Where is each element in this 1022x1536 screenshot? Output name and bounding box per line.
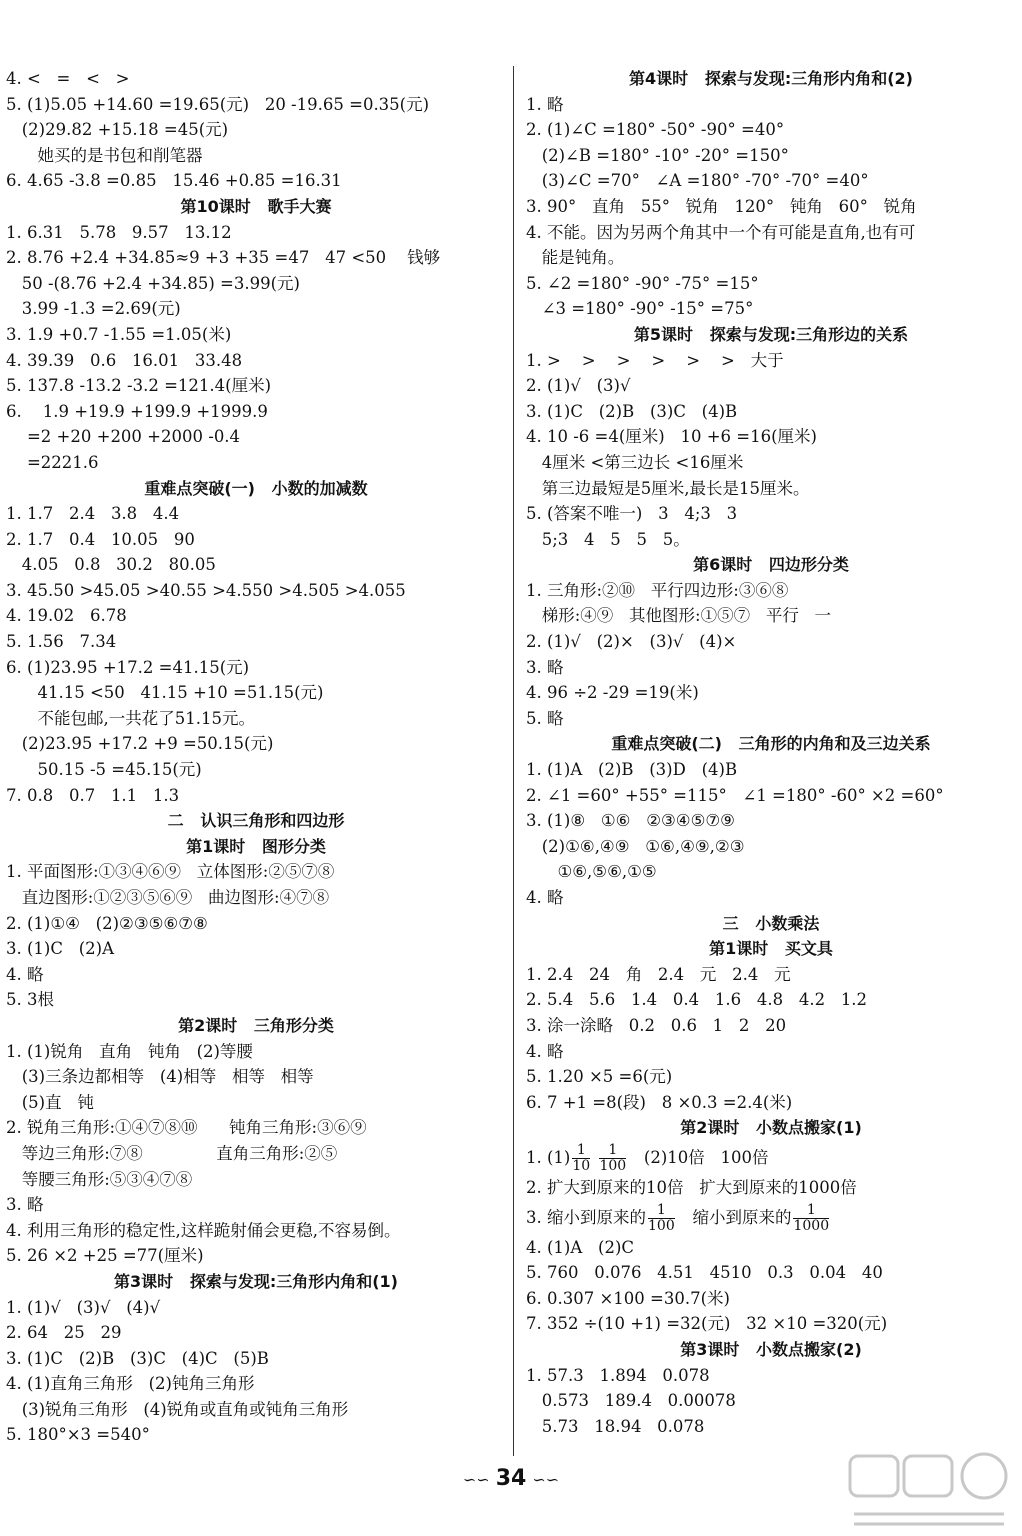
section-heading: 第3课时 探索与发现:三角形内角和(1) <box>113 1271 398 1291</box>
answer-line: 1. (1)锐角 直角 钝角 (2)等腰 <box>6 1041 253 1061</box>
answer-line: (2)23.95 +17.2 +9 =50.15(元) <box>6 734 274 754</box>
answer-line: 2. (1)①④ (2)②③⑤⑥⑦⑧ <box>6 913 208 933</box>
section-heading: 第6课时 四边形分类 <box>693 555 849 575</box>
answer-line: 5. 180°×3 =540° <box>6 1425 150 1445</box>
answer-line: 2. 扩大到原来的10倍 扩大到原来的1000倍 <box>526 1177 857 1197</box>
answer-line: 4. < = < > <box>6 69 130 88</box>
answer-line: 1. 57.3 1.894 0.078 <box>526 1365 710 1385</box>
answer-line: 3. (1)C (2)B (3)C (4)C (5)B <box>6 1348 269 1368</box>
answer-line: 3. 涂一涂略 0.2 0.6 1 2 20 <box>526 1015 787 1035</box>
answer-line: 5. 1.20 ×5 =6(元) <box>526 1067 673 1087</box>
answer-line: 1. 平面图形:①③④⑥⑨ 立体图形:②⑤⑦⑧ <box>6 862 335 882</box>
answer-line: ∠3 =180° -90° -15° =75° <box>526 299 754 319</box>
answer-line: 7. 0.8 0.7 1.1 1.3 <box>6 785 180 805</box>
answer-line: 5;3 4 5 5 5。 <box>526 529 690 549</box>
right-column-top <box>526 66 1016 1141</box>
answer-line: 等腰三角形:⑤③④⑦⑧ <box>6 1169 193 1189</box>
answer-line: 5. ∠2 =180° -90° -75° =15° <box>526 273 759 293</box>
answer-line: 5. (答案不唯一) 3 4;3 3 <box>526 504 738 524</box>
answer-line: 4. 略 <box>6 964 44 984</box>
answer-line: 4. (1)直角三角形 (2)钝角三角形 <box>6 1374 255 1394</box>
section-heading: 第3课时 小数点搬家(2) <box>680 1339 862 1359</box>
answer-line: 4. 39.39 0.6 16.01 33.48 <box>6 350 243 370</box>
section-heading: 第2课时 小数点搬家(1) <box>680 1118 862 1138</box>
section-heading: 第10课时 歌手大赛 <box>180 196 332 216</box>
right-column-bottom <box>526 1235 1016 1440</box>
frac-line-1: 1. (1) $\frac{1}{10}$ $\frac{1}{100}$ (2)10倍 100倍 <box>526 1141 769 1174</box>
answer-line: ①⑥,⑤⑥,①⑤ <box>526 862 657 882</box>
left-column <box>6 66 506 1448</box>
answer-line: 2. 64 25 29 <box>6 1323 122 1343</box>
answer-line: 4.05 0.8 30.2 80.05 <box>6 555 216 575</box>
column-divider <box>513 66 514 1456</box>
answer-line: =2 +20 +200 +2000 -0.4 <box>6 427 241 447</box>
answer-line: 2. 锐角三角形:①④⑦⑧⑩ 钝角三角形:③⑥⑨ <box>6 1118 367 1138</box>
section-heading: 第5课时 探索与发现:三角形边的关系 <box>633 324 909 344</box>
ornament-icon: ∽∽ <box>532 1470 560 1489</box>
answer-line: 3. 45.50 >45.05 >40.55 >4.550 >4.505 >4.055 <box>6 580 406 600</box>
watermark-logo-icon <box>844 1450 1014 1530</box>
answer-line: 41.15 <50 41.15 +10 =51.15(元) <box>6 683 324 703</box>
answer-line: 0.573 189.4 0.00078 <box>526 1391 736 1411</box>
section-heading: 第1课时 图形分类 <box>186 836 326 856</box>
section-heading: 三 小数乘法 <box>722 913 820 933</box>
answer-line: 她买的是书包和削笔器 <box>6 145 203 165</box>
fraction: $\frac{1}{100}$ <box>648 1201 675 1234</box>
answer-line: 6. (1)23.95 +17.2 =41.15(元) <box>6 657 250 677</box>
answer-line: 1. 6.31 5.78 9.57 13.12 <box>6 222 232 242</box>
answer-line: 1. 1.7 2.4 3.8 4.4 <box>6 504 180 524</box>
answer-line: 4. (1)A (2)C <box>526 1237 635 1257</box>
answer-line: 2. ∠1 =60° +55° =115° ∠1 =180° -60° ×2 =60° <box>526 785 944 805</box>
answer-line: 5. 略 <box>526 708 564 728</box>
answer-line: (3)锐角三角形 (4)锐角或直角或钝角三角形 <box>6 1399 349 1419</box>
answer-line: 4. 略 <box>526 888 564 907</box>
answer-line: 50.15 -5 =45.15(元) <box>6 760 202 780</box>
answer-line: 直边图形:①②③⑤⑥⑨ 曲边图形:④⑦⑧ <box>6 888 330 907</box>
answer-line: 等边三角形:⑦⑧ 直角三角形:②⑤ <box>6 1143 338 1163</box>
answer-line: (3)三条边都相等 (4)相等 相等 相等 <box>6 1067 314 1087</box>
answer-line: 3. 90° 直角 55° 锐角 120° 钝角 60° 锐角 <box>526 196 917 216</box>
answer-line: 1. 略 <box>526 94 564 114</box>
fraction: $\frac{1}{1000}$ <box>793 1201 830 1234</box>
fraction: $\frac{1}{10}$ <box>572 1141 591 1174</box>
page-number: 34 <box>495 1466 527 1491</box>
answer-line: 能是钝角。 <box>526 248 625 268</box>
answer-line: (2)①⑥,④⑨ ①⑥,④⑨,②③ <box>526 836 745 856</box>
answer-line: 4厘米 <第三边长 <16厘米 <box>526 452 744 472</box>
answer-line: 4. 不能。因为另两个角其中一个有可能是直角,也有可 <box>526 222 916 242</box>
section-heading: 第1课时 买文具 <box>709 939 833 959</box>
answer-line: 6. 4.65 -3.8 =0.85 15.46 +0.85 =16.31 <box>6 171 342 191</box>
answer-line: 3. 略 <box>6 1195 44 1215</box>
answer-line: 4. 96 ÷2 -29 =19(米) <box>526 683 699 703</box>
section-heading: 重难点突破(一) 小数的加减数 <box>144 478 368 498</box>
answer-line: (2)∠B =180° -10° -20° =150° <box>526 145 789 165</box>
answer-line: =2221.6 <box>6 452 99 472</box>
answer-line: 3. 1.9 +0.7 -1.55 =1.05(米) <box>6 324 232 344</box>
section-heading: 第4课时 探索与发现:三角形内角和(2) <box>628 69 913 88</box>
answer-line: (5)直 钝 <box>6 1092 94 1112</box>
ornament-icon: ∽∽ <box>462 1470 490 1489</box>
frac-line-2: 3. 缩小到原来的 $\frac{1}{100}$ 缩小到原来的 $\frac{1}{1000}$ <box>526 1201 830 1234</box>
answer-line: 2. (1)√ (3)√ <box>526 376 631 396</box>
answer-line: 5. 137.8 -13.2 -3.2 =121.4(厘米) <box>6 376 272 396</box>
answer-line: 5. 3根 <box>6 990 54 1010</box>
section-heading: 二 认识三角形和四边形 <box>167 811 345 831</box>
section-heading: 重难点突破(二) 三角形的内角和及三边关系 <box>611 734 931 754</box>
answer-line: 50 -(8.76 +2.4 +34.85) =3.99(元) <box>6 273 300 293</box>
answer-line: 不能包邮,一共花了51.15元。 <box>6 708 255 728</box>
answer-line: 3.99 -1.3 =2.69(元) <box>6 299 181 319</box>
answer-line: 5. 760 0.076 4.51 4510 0.3 0.04 40 <box>526 1263 883 1283</box>
answer-line: 5. (1)5.05 +14.60 =19.65(元) 20 -19.65 =0.35(元) <box>6 94 430 114</box>
answer-line: 6. 1.9 +19.9 +199.9 +1999.9 <box>6 401 268 421</box>
answer-line: 1. 2.4 24 角 2.4 元 2.4 元 <box>526 964 791 984</box>
answer-line: 2. 1.7 0.4 10.05 90 <box>6 529 195 549</box>
answer-line: 2. 8.76 +2.4 +34.85≈9 +3 +35 =47 47 <50 钱够 <box>6 248 441 268</box>
answer-line: 3. (1)C (2)A <box>6 939 115 959</box>
answer-line: 1. (1)A (2)B (3)D (4)B <box>526 760 738 780</box>
answer-line: 2. 5.4 5.6 1.4 0.4 1.6 4.8 4.2 1.2 <box>526 990 868 1010</box>
answer-line: 3. (1)C (2)B (3)C (4)B <box>526 401 738 421</box>
answer-line: 梯形:④⑨ 其他图形:①⑤⑦ 平行 一 <box>526 606 832 626</box>
answer-line: 5. 26 ×2 +25 =77(厘米) <box>6 1246 204 1266</box>
answer-line: 1. (1)√ (3)√ (4)√ <box>6 1297 161 1317</box>
answer-line: (3)∠C =70° ∠A =180° -70° -70° =40° <box>526 171 869 191</box>
answer-line: 2. (1)√ (2)× (3)√ (4)× <box>526 632 737 652</box>
answer-line: 5.73 18.94 0.078 <box>526 1416 705 1436</box>
answer-line: 4. 19.02 6.78 <box>6 606 127 626</box>
answer-line: 4. 10 -6 =4(厘米) 10 +6 =16(厘米) <box>526 427 817 447</box>
answer-line: 6. 7 +1 =8(段) 8 ×0.3 =2.4(米) <box>526 1092 793 1112</box>
answer-line: 4. 略 <box>526 1041 564 1061</box>
section-heading: 第2课时 三角形分类 <box>178 1015 334 1035</box>
answer-line: 4. 利用三角形的稳定性,这样跪射俑会更稳,不容易倒。 <box>6 1220 401 1240</box>
answer-line: 3. 略 <box>526 657 564 677</box>
answer-line: 第三边最短是5厘米,最长是15厘米。 <box>526 478 810 498</box>
answer-line: 7. 352 ÷(10 +1) =32(元) 32 ×10 =320(元) <box>526 1314 888 1334</box>
right-column <box>526 66 1016 1439</box>
answer-line: 3. (1)⑧ ①⑥ ②③④⑤⑦⑨ <box>526 811 735 831</box>
answer-line: (2)29.82 +15.18 =45(元) <box>6 120 229 140</box>
answer-line: 1. 三角形:②⑩ 平行四边形:③⑥⑧ <box>526 580 789 600</box>
answer-line: 1. > > > > > > 大于 <box>526 350 784 370</box>
answer-line: 2. (1)∠C =180° -50° -90° =40° <box>526 120 785 140</box>
fraction: $\frac{1}{100}$ <box>599 1141 627 1174</box>
answer-line: 6. 0.307 ×100 =30.7(米) <box>526 1288 730 1308</box>
answer-line: 5. 1.56 7.34 <box>6 632 117 652</box>
